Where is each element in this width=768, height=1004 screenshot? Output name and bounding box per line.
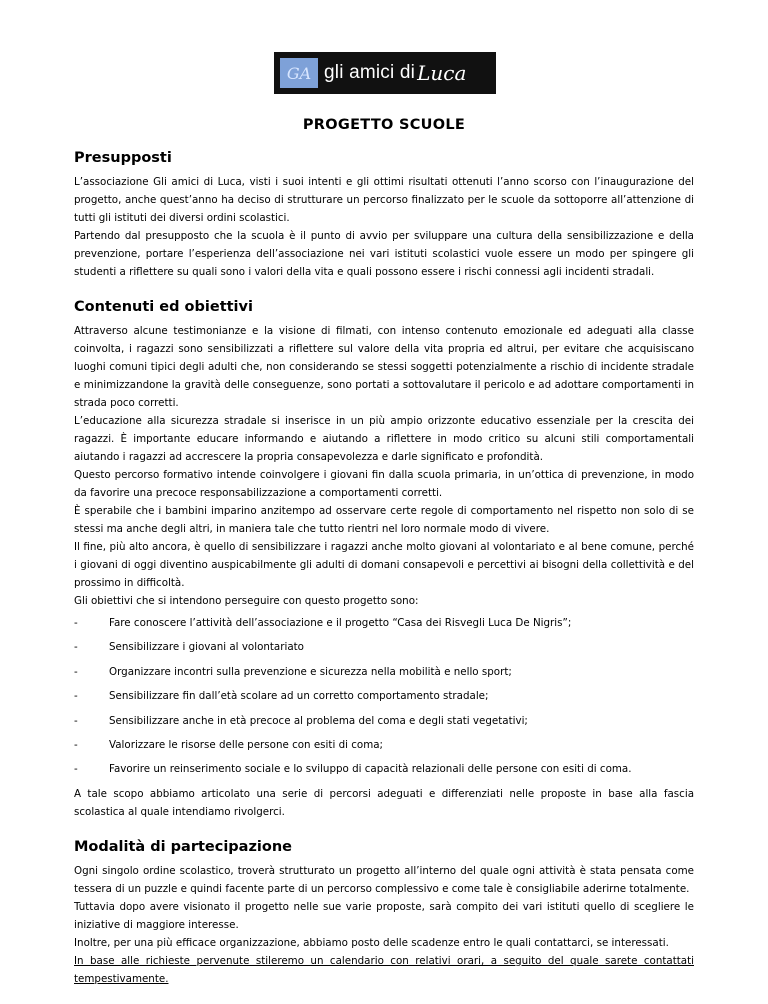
dash-bullet: - bbox=[74, 763, 78, 776]
section-contenuti bbox=[74, 297, 694, 821]
paragraph: Il fine, più alto ancora, è quello di sensibilizzare i ragazzi anche molto giovani al volontariato e al bene comune, perché i giovani di oggi diventino auspicabilmente gli adulti di domani consapevoli e percettivi ai bisogni della collettività e del prossimo in difficoltà. bbox=[74, 541, 694, 589]
paragraph: Tuttavia dopo avere visionato il progetto nelle sue varie proposte, sarà compito dei vari istituti quello di scegliere le iniziative di maggiore interesse. bbox=[74, 900, 694, 931]
dash-bullet: - bbox=[74, 641, 78, 654]
list-item-text: Sensibilizzare anche in età precoce al problema del coma e degli stati vegetativi; bbox=[109, 714, 528, 727]
dash-bullet: - bbox=[74, 617, 78, 629]
logo bbox=[274, 52, 496, 94]
list-item bbox=[74, 687, 694, 705]
logo-text: gli amici di bbox=[324, 62, 416, 83]
document-body bbox=[74, 148, 694, 1004]
logo-mark-icon: GA bbox=[280, 58, 318, 88]
underlined-paragraph: In base alle richieste pervenute stileremo un calendario con relativi orari, a seguito del quale sarete contattati tempestivamente. bbox=[74, 954, 694, 985]
dash-bullet: - bbox=[74, 714, 78, 727]
dash-bullet: - bbox=[74, 738, 78, 751]
page-title: PROGETTO SCUOLE bbox=[302, 117, 466, 133]
paragraph: L’associazione Gli amici di Luca, visti i suoi intenti e gli ottimi risultati ottenuti l’anno scorso con l’inaugurazione del progetto, anche quest’anno ha deciso di strutturare un percorso finalizzato per le scuole da sottoporre all’attenzione di tutti gli istituti dei diversi ordini scolastici. bbox=[74, 176, 694, 224]
list-item-text: Sensibilizzare fin dall’età scolare ad un corretto comportamento stradale; bbox=[109, 690, 489, 703]
list-item-text: Fare conoscere l’attività dell’associazione e il progetto “Casa dei Risvegli Luca De Nigris”; bbox=[109, 617, 572, 629]
objectives-list bbox=[74, 614, 694, 778]
section-heading: Modalità di partecipazione bbox=[74, 838, 292, 855]
dash-bullet: - bbox=[74, 690, 78, 703]
list-item bbox=[74, 760, 694, 778]
list-item bbox=[74, 663, 694, 681]
list-item bbox=[74, 736, 694, 754]
list-item-text: Organizzare incontri sulla prevenzione e sicurezza nella mobilità e nello sport; bbox=[109, 665, 512, 678]
paragraph: È sperabile che i bambini imparino anzitempo ad osservare certe regole di comportamento nel rispetto non solo di se stessi ma anche degli altri, in maniera tale che tutto rientri nel loro normale modo di vivere. bbox=[74, 505, 694, 535]
dash-bullet: - bbox=[74, 665, 78, 678]
section-modalita bbox=[74, 837, 694, 988]
list-item-text: Sensibilizzare i giovani al volontariato bbox=[109, 641, 304, 654]
list-item bbox=[74, 614, 694, 632]
section-heading: Contenuti ed obiettivi bbox=[74, 299, 253, 315]
paragraph: Partendo dal presupposto che la scuola è il punto di avvio per sviluppare una cultura della sensibilizzazione e della prevenzione, portare l’esperienza dell’associazione nei vari istituti scolastici vuole essere un modo per spingere gli studenti a riflettere su quali sono i valori della vita e quali possono essere i rischi connessi agli incidenti stradali. bbox=[74, 230, 694, 278]
list-item bbox=[74, 712, 694, 730]
paragraph: Ogni singolo ordine scolastico, troverà strutturato un progetto all’interno del quale ogni attività è stata pensata come tessera di un puzzle e quindi facente parte di un percorso complessivo e come tale è consigliabile aderirne totalmente. bbox=[74, 864, 694, 895]
paragraph: Gli obiettivi che si intendono perseguire con questo progetto sono: bbox=[74, 595, 419, 607]
list-item-text: Valorizzare le risorse delle persone con esiti di coma; bbox=[109, 738, 384, 751]
paragraph: Attraverso alcune testimonianze e la visione di filmati, con intenso contenuto emozionale ed adeguati alla classe coinvolta, i ragazzi sono sensibilizzati a riflettere sul valore della vita propria ed altrui, per evitare che acquisiscano luoghi comuni tipici degli adulti che, non considerando se stessi soggetti potenzialmente a rischio di incidente stradale e minimizzandone la gravità delle conseguenze, sono portati a sottovalutare il pericolo e ad adottare comportamenti in strada poco corretti. bbox=[74, 325, 694, 409]
list-item bbox=[74, 638, 694, 656]
paragraph: Questo percorso formativo intende coinvolgere i giovani fin dalla scuola primaria, in un’ottica di prevenzione, in modo da favorire una precoce responsabilizzazione a comportamenti corretti. bbox=[74, 469, 694, 499]
section-presupposti bbox=[74, 148, 694, 281]
section-heading: Presupposti bbox=[74, 150, 172, 166]
logo-script: Luca bbox=[417, 61, 467, 85]
paragraph: A tale scopo abbiamo articolato una serie di percorsi adeguati e differenziati nelle proposte in base alla fascia scolastica al quale intendiamo rivolgerci. bbox=[74, 787, 694, 818]
paragraph: L’educazione alla sicurezza stradale si inserisce in un più ampio orizzonte educativo essenziale per la crescita dei ragazzi. È importante educare informando e aiutando a riflettere in modo critico su alcuni stili comportamentali aiutando i ragazzi ad accrescere la propria consapevolezza e darle significato e profondità. bbox=[74, 415, 694, 463]
list-item-text: Favorire un reinserimento sociale e lo sviluppo di capacità relazionali delle persone con esiti di coma. bbox=[109, 763, 632, 776]
paragraph: Inoltre, per una più efficace organizzazione, abbiamo posto delle scadenze entro le quali contattarci, se interessati. bbox=[74, 936, 669, 949]
